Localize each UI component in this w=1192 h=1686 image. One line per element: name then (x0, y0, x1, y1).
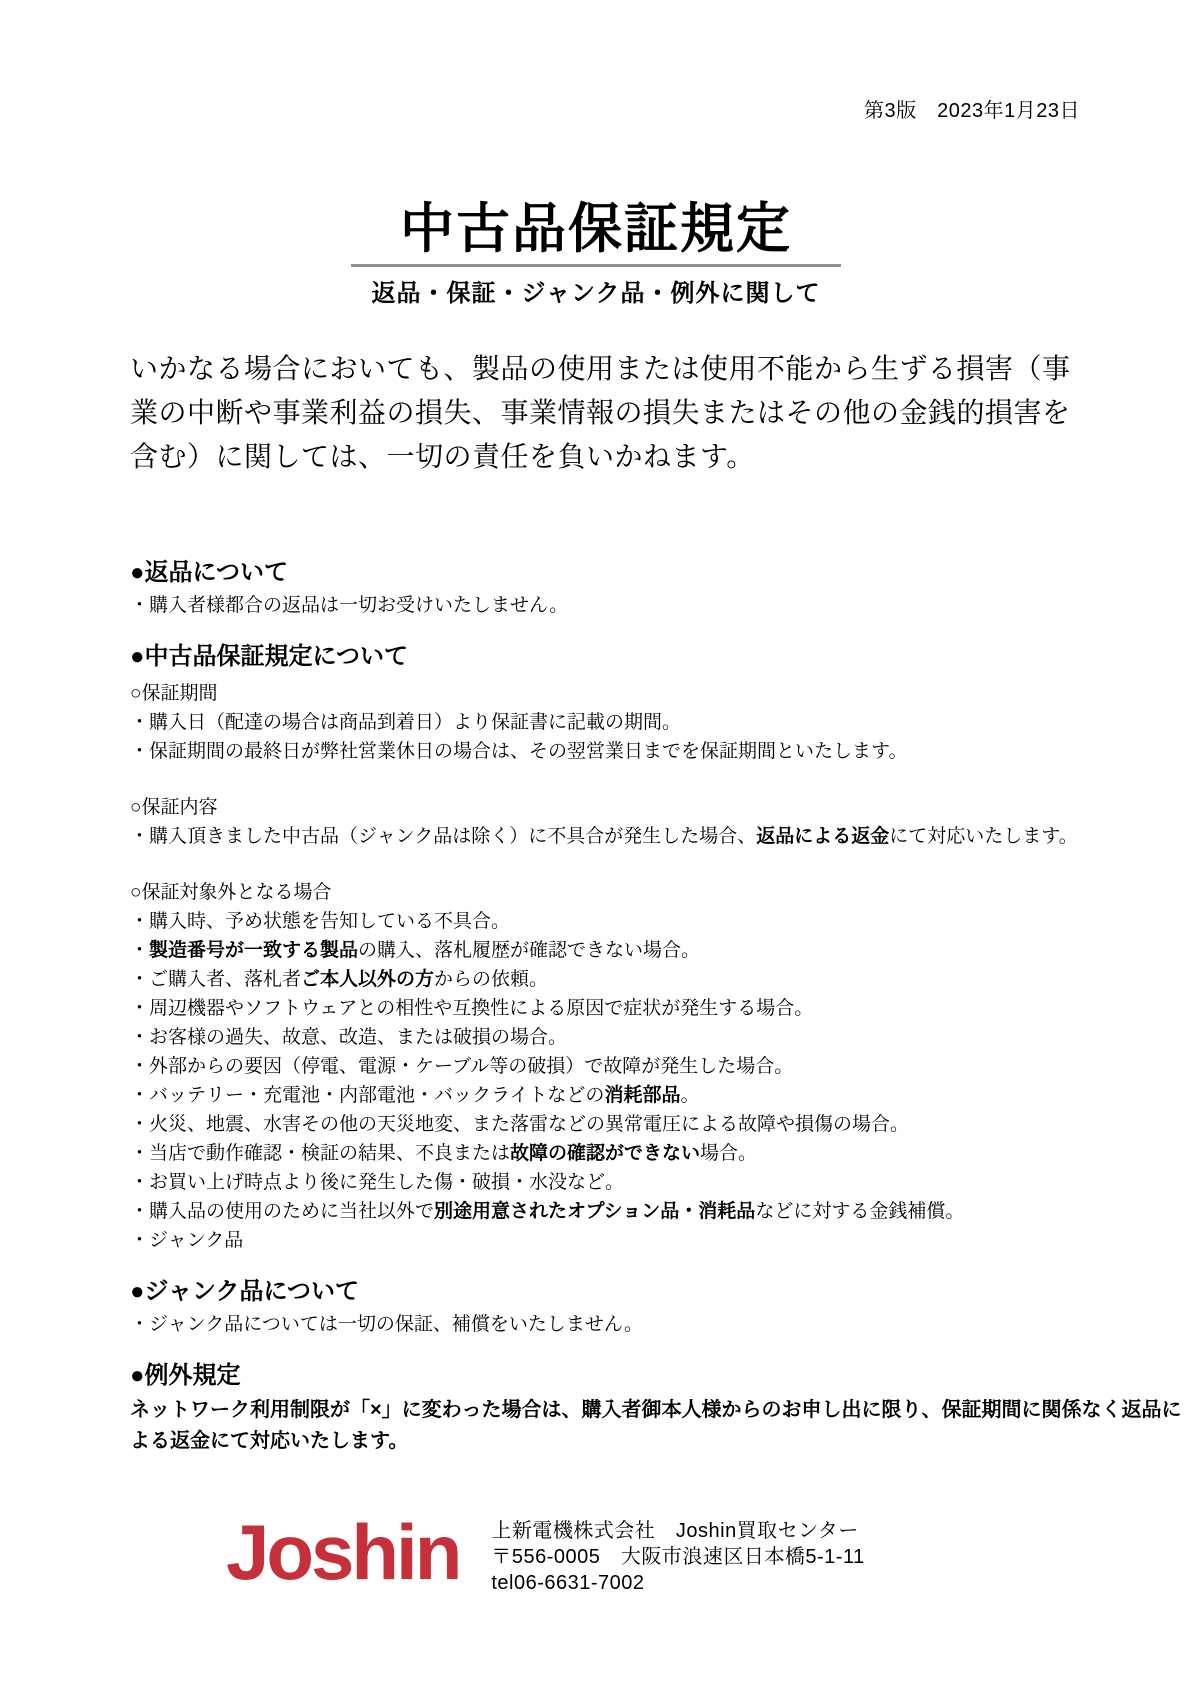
joshin-logo: Joshin (226, 1508, 460, 1596)
text-segment: ・ご購入者、落札者 (130, 969, 302, 990)
section-heading (130, 556, 1182, 590)
subsection-heading (130, 680, 1182, 708)
page-title: 中古品保証規定 (400, 199, 792, 259)
policy-item (130, 1053, 1182, 1081)
emphasized-text-segment: 返品による返金 (756, 826, 890, 847)
text-segment: ・購入者様都合の返品は一切お受けいたしません。 (130, 595, 569, 616)
policy-item (130, 592, 1182, 620)
emphasized-text-segment: 故障の確認ができない (510, 1143, 701, 1164)
text-segment: ・外部からの要因（停電、電源・ケーブル等の破損）で故障が発生した場合。 (130, 1056, 794, 1077)
text-segment: ・ジャンク品 (130, 1230, 244, 1251)
text-segment: 場合。 (700, 1143, 758, 1164)
company-phone: tel06-6631-7002 (491, 1572, 645, 1594)
page-subtitle: 返品・保証・ジャンク品・例外に関して (371, 281, 821, 307)
text-segment: ●返品について (130, 559, 289, 586)
text-segment: ・お客様の過失、故意、改造、または破損の場合。 (130, 1027, 568, 1048)
emphasized-text-segment: 製造番号が一致する製品 (149, 940, 359, 961)
text-segment: ・周辺機器やソフトウェアとの相性や互換性による原因で症状が発生する場合。 (130, 998, 814, 1019)
policy-item (130, 738, 1182, 766)
policy-item (130, 823, 1182, 851)
text-segment: にて対応いたします。 (889, 826, 1078, 847)
text-segment: ・保証期間の最終日が弊社営業休日の場合は、その翌営業日までを保証期間といたします。 (130, 741, 908, 762)
title-underline (351, 264, 841, 267)
company-name: 上新電機株式会社 Joshin買取センター (491, 1520, 859, 1542)
text-segment: ・ジャンク品については一切の保証、補償をいたしません。 (130, 1314, 644, 1335)
edition-date: 第3版 2023年1月23日 (864, 100, 1080, 122)
policy-item (130, 709, 1182, 737)
subsection-heading (130, 879, 1182, 907)
section-heading (130, 1275, 1182, 1309)
text-segment: ・購入日（配達の場合は商品到着日）より保証書に記載の期間。 (130, 712, 682, 733)
text-segment: からの依頼。 (434, 969, 549, 990)
text-segment: ○保証期間 (130, 683, 218, 704)
text-segment: ・ (130, 940, 150, 961)
emphasized-text-segment: 消耗部品 (604, 1085, 681, 1106)
text-segment: ・火災、地震、水害その他の天災地変、また落雷などの異常電圧による故障や損傷の場合。 (130, 1114, 910, 1135)
policy-item (130, 1082, 1182, 1110)
exception-paragraph (130, 1395, 1182, 1457)
text-segment: ○保証内容 (130, 797, 218, 818)
text-segment: ・購入時、予め状態を告知している不具合。 (130, 911, 511, 932)
text-segment: などに対する金銭補償。 (755, 1201, 965, 1222)
company-address: 〒556-0005 大阪市浪速区日本橋5-1-11 (491, 1546, 865, 1568)
policy-item (130, 937, 1182, 965)
policy-item (130, 1111, 1182, 1139)
text-segment: 。 (680, 1085, 700, 1106)
emphasized-text-segment: 別途用意されたオプション品・消耗品 (434, 1201, 756, 1222)
section-heading (130, 640, 1182, 674)
section-heading (130, 1359, 1182, 1393)
text-segment: ・当店で動作確認・検証の結果、不良または (130, 1143, 511, 1164)
policy-item (130, 995, 1182, 1023)
policy-item (130, 1311, 1182, 1339)
text-segment: ・購入頂きました中古品（ジャンク品は除く）に不具合が発生した場合、 (130, 826, 757, 847)
text-segment: ○保証対象外となる場合 (130, 882, 332, 903)
text-segment: ●ジャンク品について (130, 1278, 360, 1305)
policy-item (130, 1169, 1182, 1197)
policy-item (130, 1140, 1182, 1168)
disclaimer-paragraph: いかなる場合においても、製品の使用または使用不能から生ずる損害（事業の中断や事業利益の損失、事業情報の損失またはその他の金銭的損害を含む）に関しては、一切の責任を負いかねます。 (130, 354, 1071, 473)
text-segment: ●中古品保証規定について (130, 643, 409, 670)
footer (226, 1508, 865, 1596)
text-segment: ・購入品の使用のために当社以外で (130, 1201, 435, 1222)
document-body (130, 556, 1182, 1457)
emphasized-text-segment: ご本人以外の方 (301, 969, 435, 990)
text-segment: の購入、落札履歴が確認できない場合。 (358, 940, 701, 961)
text-segment: ネットワーク利用制限が「×」に変わった場合は、購入者御本人様からのお申し出に限り、保証期間に関係なく返品による返金にて対応いたします。 (130, 1399, 1182, 1452)
policy-item (130, 908, 1182, 936)
policy-item (130, 1024, 1182, 1052)
document-header (0, 198, 1192, 308)
policy-item (130, 966, 1182, 994)
text-segment: ・バッテリー・充電池・内部電池・バックライトなどの (130, 1085, 605, 1106)
policy-item (130, 1198, 1182, 1226)
subsection-heading (130, 794, 1182, 822)
text-segment: ・お買い上げ時点より後に発生した傷・破損・水没など。 (130, 1172, 625, 1193)
policy-item (130, 1227, 1182, 1255)
company-info (491, 1518, 864, 1596)
text-segment: ●例外規定 (130, 1362, 241, 1389)
